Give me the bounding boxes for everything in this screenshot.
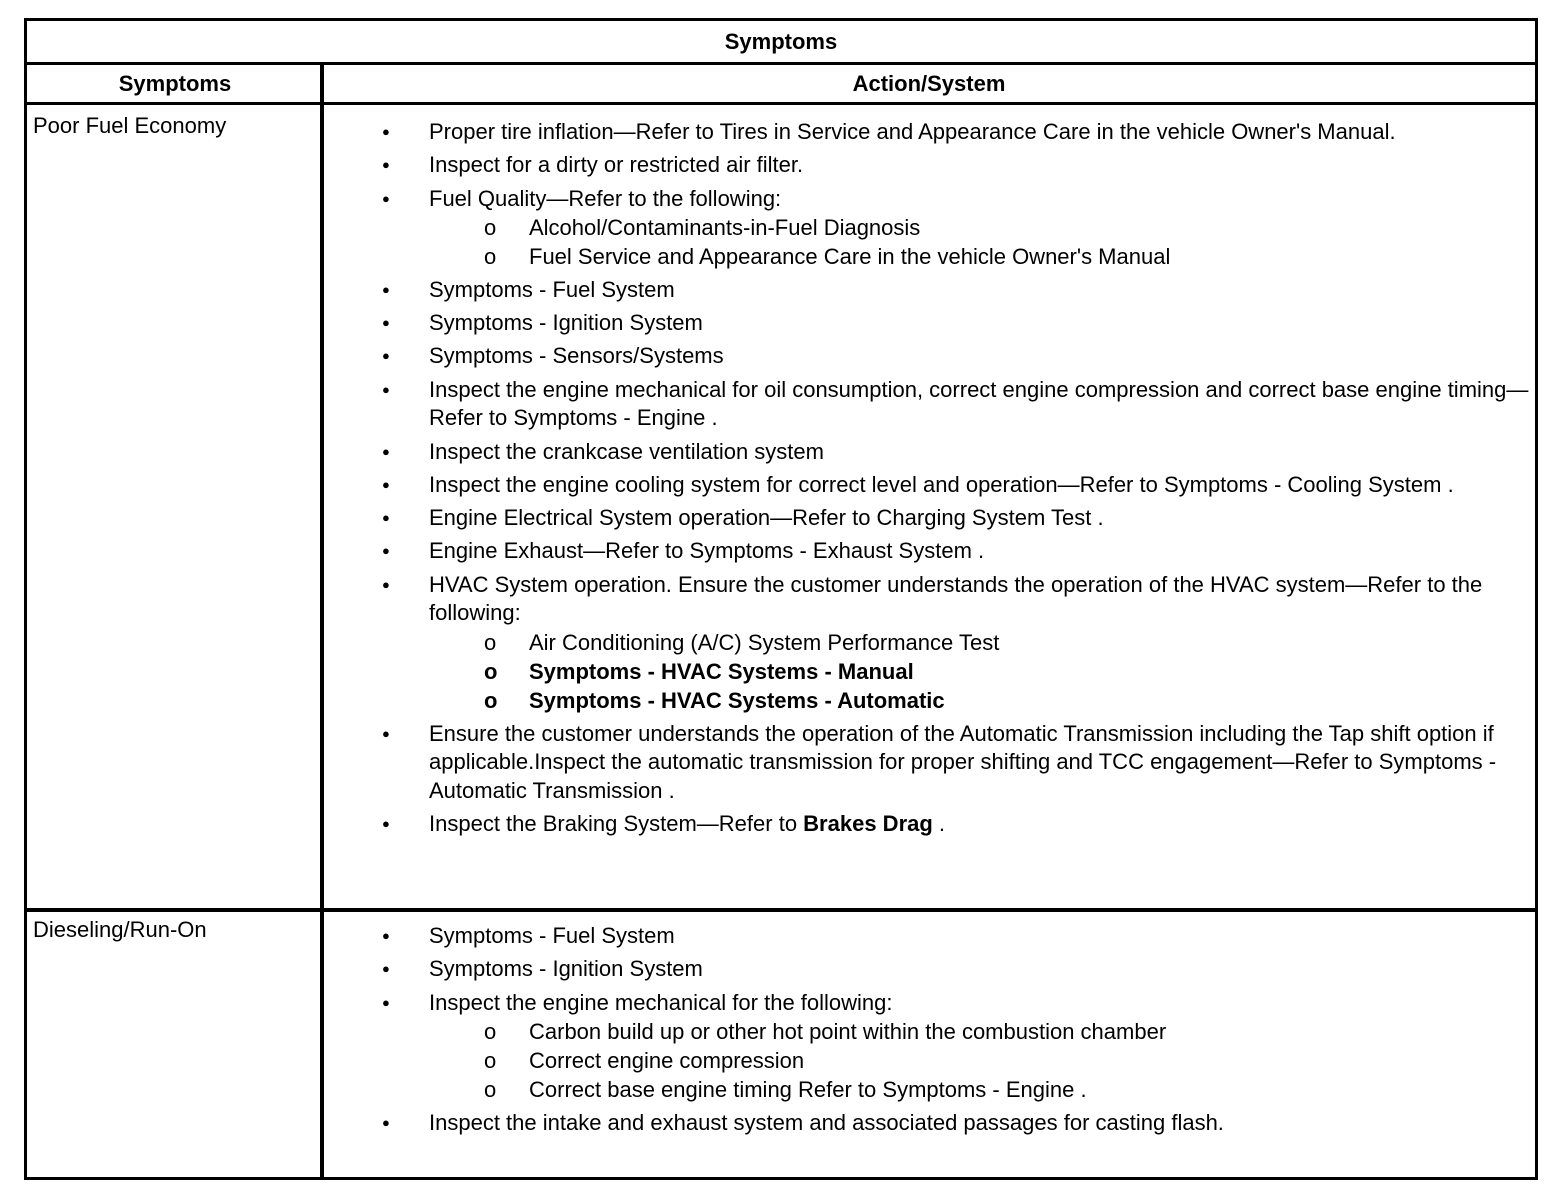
list-item: ● Symptoms - Ignition System: [324, 309, 1535, 338]
brakes-drag-ref: Brakes Drag: [803, 810, 933, 836]
list-item-text: HVAC System operation. Ensure the customer understands the operation of the HVAC system—Refer to the following:: [429, 571, 1483, 626]
list-item: [324, 989, 1535, 1105]
fuel-quality-sublist: [429, 213, 1535, 271]
list-item: [324, 185, 1535, 272]
list-item-text: Fuel Quality—Refer to the following:: [429, 185, 782, 211]
symptoms-table: [24, 18, 1538, 1180]
list-item: ● Inspect the intake and exhaust system and associated passages for casting flash.: [324, 1109, 1535, 1138]
table-title: Symptoms: [27, 21, 1535, 65]
list-item: ● Symptoms - Sensors/Systems: [324, 342, 1535, 371]
list-item: ● Proper tire inflation—Refer to Tires in Service and Appearance Care in the vehicle Owner's Manual.: [324, 118, 1535, 147]
list-item: ● Symptoms - Fuel System: [324, 276, 1535, 305]
row-divider: [27, 908, 1535, 912]
list-item: ● Ensure the customer understands the operation of the Automatic Transmission including the Tap shift option if applicable.Inspect the automatic transmission for proper shifting and TCC engagement—Refer to Symptoms - Automatic Transmission .: [324, 720, 1535, 806]
list-item: ● Inspect the crankcase ventilation system: [324, 438, 1535, 467]
list-item: ● Engine Electrical System operation—Refer to Charging System Test .: [324, 504, 1535, 533]
list-item: ● Inspect the engine mechanical for oil consumption, correct engine compression and correct base engine timing—Refer to Symptoms - Engine .: [324, 376, 1535, 433]
list-item-text: Inspect the engine mechanical for the following:: [429, 989, 893, 1015]
actions-dieseling-run-on: [324, 922, 1535, 1142]
sub-list-item: o Symptoms - HVAC Systems - Manual: [429, 657, 1535, 686]
list-item: ● Inspect the engine cooling system for correct level and operation—Refer to Symptoms - Cooling System .: [324, 471, 1535, 500]
list-item: [324, 810, 1535, 839]
sub-list-item: o Fuel Service and Appearance Care in the vehicle Owner's Manual: [429, 242, 1535, 271]
engine-sublist: [429, 1017, 1535, 1104]
list-item-text: Inspect the Braking System—Refer to: [429, 810, 804, 836]
hvac-sublist: [429, 628, 1535, 715]
list-item: ● Symptoms - Ignition System: [324, 955, 1535, 984]
list-item: [324, 571, 1535, 715]
actions-poor-fuel-economy: [324, 118, 1535, 843]
sub-list-item: o Air Conditioning (A/C) System Performance Test: [429, 628, 1535, 657]
list-item: ● Inspect for a dirty or restricted air filter.: [324, 151, 1535, 180]
symptom-dieseling-run-on: Dieseling/Run-On: [33, 917, 207, 942]
list-item: ● Engine Exhaust—Refer to Symptoms - Exhaust System .: [324, 537, 1535, 566]
header-symptoms: Symptoms: [118, 70, 232, 96]
list-item: ● Symptoms - Fuel System: [324, 922, 1535, 951]
sub-list-item: o Correct base engine timing Refer to Symptoms - Engine .: [429, 1075, 1535, 1104]
sub-list-item: o Symptoms - HVAC Systems - Automatic: [429, 686, 1535, 715]
table-header-row: [27, 65, 1535, 105]
sub-list-item: o Correct engine compression: [429, 1046, 1535, 1075]
symptom-poor-fuel-economy: Poor Fuel Economy: [33, 113, 227, 138]
header-action-system: Action/System: [852, 70, 1006, 96]
sub-list-item: o Alcohol/Contaminants-in-Fuel Diagnosis: [429, 213, 1535, 242]
sub-list-item: o Carbon build up or other hot point within the combustion chamber: [429, 1017, 1535, 1046]
list-item-text-end: .: [932, 810, 946, 836]
